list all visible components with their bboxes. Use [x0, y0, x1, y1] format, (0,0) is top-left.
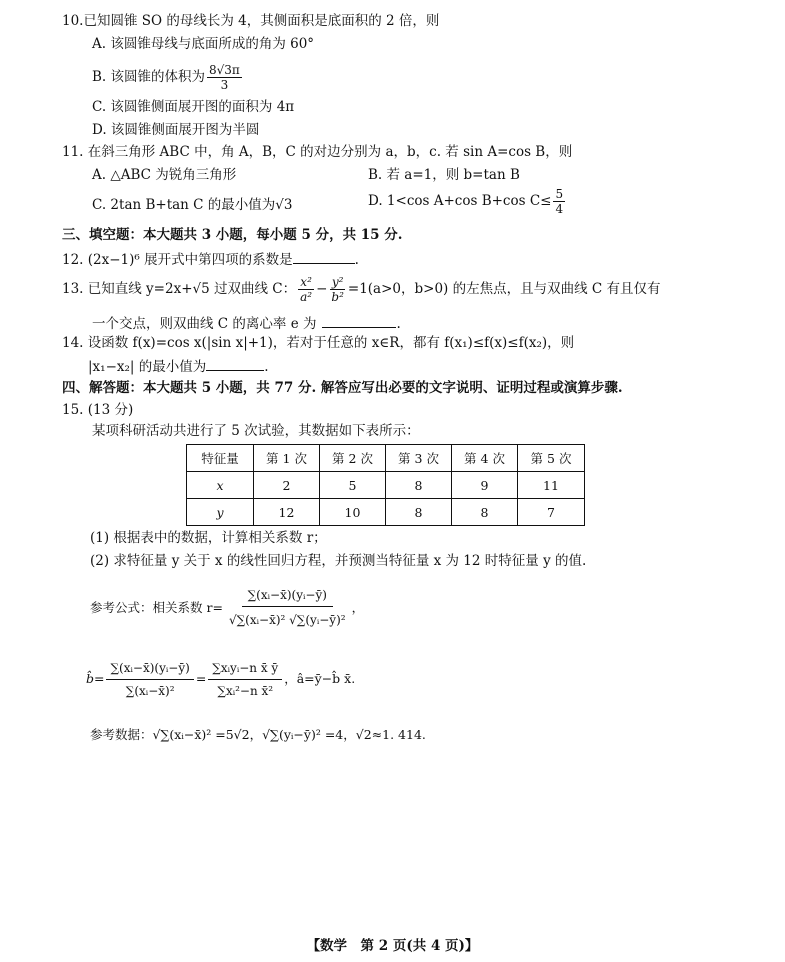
formula-b-fraction-1 — [106, 657, 193, 702]
q14-line2: |x₁−x₂| 的最小值为 . — [88, 356, 269, 376]
q11-option-a: A. △ABC 为锐角三角形 — [92, 167, 237, 183]
page-footer: 【数学 第 2 页(共 4 页)】 — [306, 938, 479, 954]
formula-r-label: 参考公式：相关系数 r= — [90, 600, 223, 615]
table-header-cell: 第 1 次 — [254, 445, 320, 472]
table-cell: 11 — [518, 472, 585, 499]
section-3-heading: 三、填空题：本大题共 3 小题，每小题 5 分，共 15 分. — [62, 227, 403, 243]
q14-line1: 14. 设函数 f(x)=cos x(|sin x|+1)，若对于任意的 x∈R，都有 f(x₁)≤f(x)≤f(x₂)，则 — [62, 335, 575, 351]
reference-data — [90, 720, 426, 750]
table-cell: 7 — [518, 499, 585, 526]
formula-b-fraction-2 — [208, 657, 282, 702]
fraction-numerator: ∑(xᵢ−x̄)(yᵢ−ȳ) — [242, 584, 333, 607]
q10-option-b-fraction — [207, 63, 242, 92]
fraction-numerator: ∑xᵢyᵢ−n x̄ ȳ — [208, 657, 282, 680]
q14-line2-text: |x₁−x₂| 的最小值为 — [88, 359, 207, 375]
table-cell: x — [187, 472, 254, 499]
table-header-cell: 第 5 次 — [518, 445, 585, 472]
answer-blank[interactable] — [206, 356, 264, 371]
table-cell: y — [187, 499, 254, 526]
q11-option-b: B. 若 a=1，则 b=tan B — [368, 167, 520, 183]
table-cell: 10 — [320, 499, 386, 526]
q11-option-d-fraction — [553, 187, 565, 216]
fraction-denominator: 4 — [555, 202, 564, 216]
formula-b-label: b̂= — [86, 671, 105, 686]
fraction-numerator: ∑(xᵢ−x̄)(yᵢ−ȳ) — [106, 657, 193, 680]
q10-stem: 10.已知圆锥 SO 的母线长为 4，其侧面积是底面积的 2 倍，则 — [62, 13, 440, 29]
formula-r: 参考公式：相关系数 r= $\frac{\text{∑(xᵢ−x̄)(yᵢ−ȳ)}}{\text{√∑(xᵢ−x̄)² √∑(yᵢ−ȳ)²}}$ ， — [90, 580, 364, 636]
table-cell: 2 — [254, 472, 320, 499]
q15-part2: (2) 求特征量 y 关于 x 的线性回归方程，并预测当特征量 x 为 12 时特征量 y 的值. — [90, 553, 587, 569]
table-row — [187, 472, 585, 499]
q13-line2: 一个交点，则双曲线 C 的离心率 e 为 . — [92, 313, 401, 333]
table-header-row — [187, 445, 585, 472]
q15-head: 15. (13 分) — [62, 402, 134, 418]
reference-data-2: √∑(yᵢ−ȳ)² =4，√2≈1. 414. — [262, 727, 426, 742]
data-table — [186, 444, 585, 526]
table-cell: 8 — [386, 499, 452, 526]
q11-stem: 11. 在斜三角形 ABC 中，角 A，B，C 的对边分别为 a，b，c. 若 sin A=cos B，则 — [62, 144, 573, 160]
q11-option-d — [368, 186, 567, 216]
q12: 12. (2x−1)⁶ 展开式中第四项的系数是 . — [62, 249, 359, 269]
answer-blank[interactable] — [293, 249, 355, 264]
fraction-denominator: b² — [331, 290, 344, 304]
q10-option-a: A. 该圆锥母线与底面所成的角为 60° — [92, 36, 315, 52]
minus-sign: − — [316, 281, 328, 297]
q13-text: 13. 已知直线 y=2x+√5 过双曲线 C： — [62, 281, 297, 297]
q13-fraction-y — [329, 275, 346, 304]
q15-intro: 某项科研活动共进行了 5 次试验，其数据如下表所示： — [92, 423, 420, 439]
table-cell: 12 — [254, 499, 320, 526]
q11-option-d-text: D. 1<cos A+cos B+cos C≤ — [368, 193, 552, 209]
q10-option-c: C. 该圆锥侧面展开图的面积为 4π — [92, 99, 295, 115]
q13-line1 — [62, 274, 661, 304]
formula-r-fraction — [225, 584, 350, 633]
table-cell: 5 — [320, 472, 386, 499]
reference-data-label: 参考数据： — [90, 727, 153, 742]
fraction-denominator: √∑(xᵢ−x̄)² √∑(yᵢ−ȳ)² — [228, 613, 346, 627]
table-cell: 8 — [452, 499, 518, 526]
fraction-denominator: a² — [300, 290, 313, 304]
table-row — [187, 499, 585, 526]
table-cell: 8 — [386, 472, 452, 499]
q13-fraction-x — [298, 275, 314, 304]
q10-option-d: D. 该圆锥侧面展开图为半圆 — [92, 122, 260, 138]
q15-part1: (1) 根据表中的数据，计算相关系数 r； — [90, 530, 327, 546]
section-4-heading: 四、解答题：本大题共 5 小题，共 77 分. 解答应写出必要的文字说明、证明过程或演算步骤. — [62, 380, 623, 396]
reference-data-1: √∑(xᵢ−x̄)² =5√2， — [152, 727, 263, 742]
table-header-cell: 第 4 次 — [452, 445, 518, 472]
fraction-denominator: ∑xᵢ²−n x̄² — [217, 684, 274, 698]
q11-option-c: C. 2tan B+tan C 的最小值为√3 — [92, 197, 293, 213]
answer-blank[interactable] — [322, 313, 396, 328]
fraction-numerator: x² — [300, 275, 312, 289]
q10-option-b — [92, 62, 244, 92]
table-header-cell: 特征量 — [187, 445, 254, 472]
fraction-denominator: 3 — [220, 78, 229, 92]
q13-line2-text: 一个交点，则双曲线 C 的离心率 e 为 — [92, 316, 317, 332]
formula-a-hat: ，â=ȳ−b̂ x̄. — [284, 671, 356, 686]
table-cell: 9 — [452, 472, 518, 499]
q10-option-b-text: B. 该圆锥的体积为 — [92, 69, 206, 85]
fraction-numerator: 5 — [555, 187, 564, 201]
fraction-numerator: y² — [331, 275, 344, 289]
fraction-numerator: 8√3π — [209, 63, 240, 77]
formula-b-hat: b̂= $\frac{\text{∑(xᵢ−x̄)(yᵢ−ȳ)}}{\text{∑(xᵢ−x̄)²}}$ = $\frac{\text{∑xᵢyᵢ−n x̄ ȳ}}{\text{∑xᵢ²−n x̄²}}$ ，â=ȳ−b̂ x̄. — [86, 652, 355, 706]
q13-text-cont: =1(a>0，b>0) 的左焦点，且与双曲线 C 有且仅有 — [347, 281, 661, 297]
table-header-cell: 第 3 次 — [386, 445, 452, 472]
q12-text: 12. (2x−1)⁶ 展开式中第四项的系数是 — [62, 252, 293, 268]
table-header-cell: 第 2 次 — [320, 445, 386, 472]
fraction-denominator: ∑(xᵢ−x̄)² — [125, 684, 175, 698]
